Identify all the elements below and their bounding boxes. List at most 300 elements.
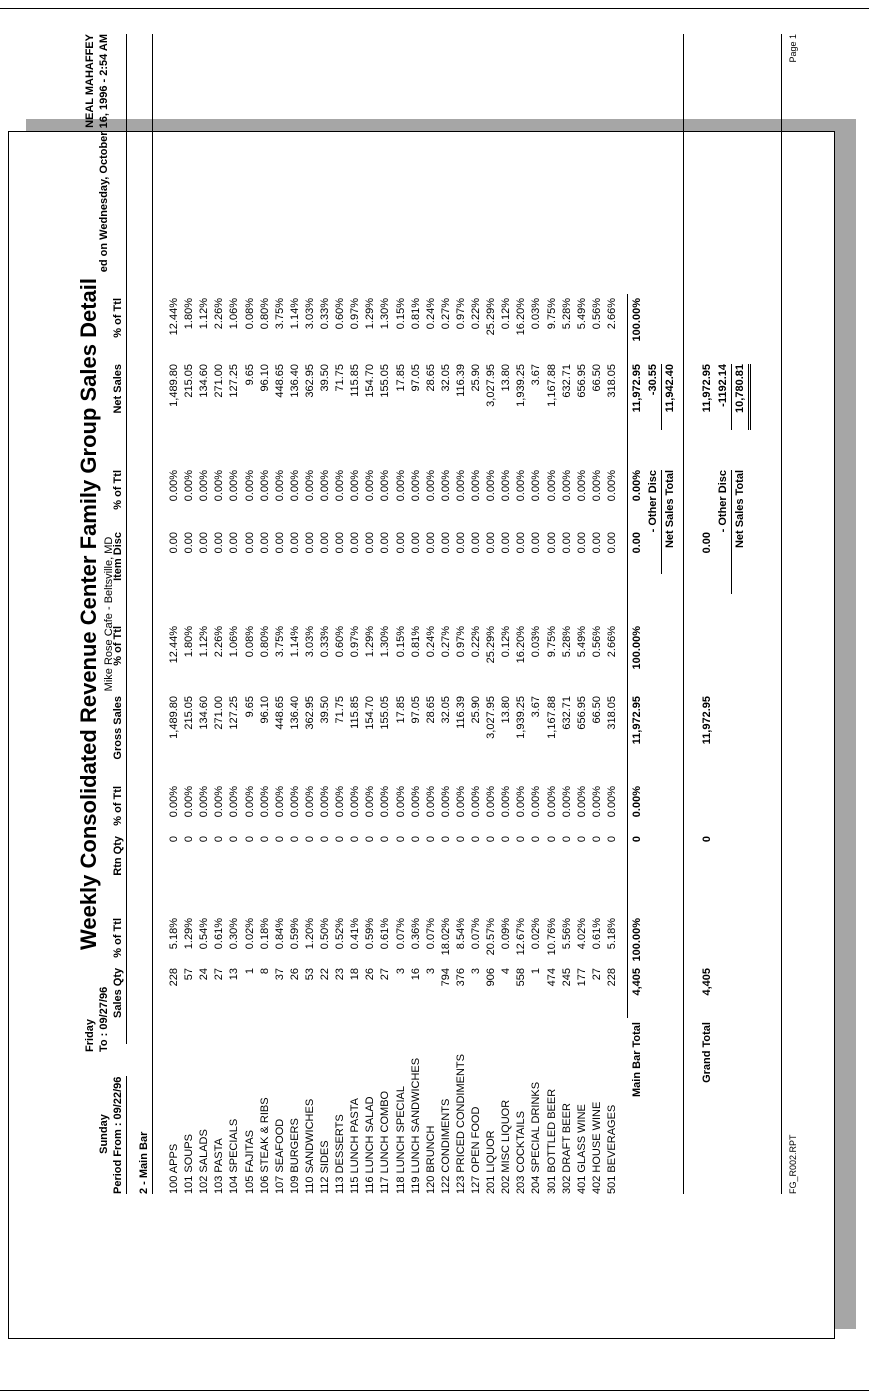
row-gross-sales: 115.85 [349,696,362,729]
row-gross-sales: 25.90 [470,696,482,724]
row-gross-pct: 0.56% [590,626,603,658]
row-net-pct: 1.30% [379,298,392,330]
row-net-sales: 656.95 [575,364,588,398]
row-sales-pct: 1.20% [303,918,316,950]
col-gross-pct: % of Ttl [112,626,124,666]
row-sales-qty: 558 [515,968,528,987]
row-sales-qty: 3 [394,968,407,975]
row-item-disc: 0.00 [288,532,301,554]
row-rtn-pct: 0.00% [319,786,331,818]
row-net-sales: 97.05 [409,364,422,392]
grand-rule [683,34,684,1194]
row-gross-sales: 17.85 [394,696,407,724]
row-sales-qty: 4 [500,968,513,975]
col-gross-sales: Gross Sales [112,696,124,760]
row-sales-qty: 27 [590,968,603,981]
grand-total-sales-qty: 4,405 [701,968,713,996]
row-gross-sales: 154.70 [364,696,377,730]
grand-total-net-sales: 11,972.95 [701,364,713,413]
row-rtn-pct: 0.00% [605,786,618,818]
grand-other-disc-label: - Other Disc [717,470,729,533]
row-gross-pct: 0.22% [470,626,482,658]
row-family-group: 107 SEAFOOD [273,1118,286,1194]
row-gross-sales: 127.25 [228,696,241,730]
row-gross-sales: 66.50 [590,696,603,724]
row-sales-qty: 57 [183,968,196,981]
header-underline [126,34,127,1044]
row-sales-pct: 0.07% [394,918,407,950]
col-sales-qty: Sales Qty [112,967,124,1018]
row-sales-qty: 37 [273,968,286,981]
row-net-pct: 0.60% [334,298,347,330]
row-rtn-qty: 0 [349,836,362,843]
row-item-disc: 0.00 [183,532,196,554]
row-rtn-qty: 0 [424,836,437,843]
row-sales-qty: 27 [379,968,392,981]
row-gross-sales: 39.50 [319,696,331,724]
row-sales-pct: 1.29% [183,918,196,950]
row-sales-pct: 0.61% [590,918,603,950]
row-gross-sales: 28.65 [424,696,437,724]
row-net-sales: 32.05 [439,364,452,392]
row-disc-pct: 0.00% [590,470,603,502]
row-disc-pct: 0.00% [545,470,558,502]
row-sales-pct: 20.57% [485,918,498,956]
row-rtn-qty: 0 [394,836,407,843]
row-item-disc: 0.00 [605,532,618,554]
row-family-group: 100 APPS [168,1143,180,1194]
row-disc-pct: 0.00% [394,470,407,502]
row-net-pct: 0.08% [243,298,256,330]
row-sales-qty: 228 [605,968,618,987]
row-gross-sales: 13.80 [500,696,513,724]
total-sales-pct: 100.00% [631,918,643,962]
row-sales-qty: 376 [454,968,467,987]
row-net-sales: 632.71 [560,364,573,398]
row-sales-pct: 18.02% [439,918,452,956]
row-net-sales: 271.00 [213,364,226,398]
row-rtn-qty: 0 [590,836,603,843]
row-disc-pct: 0.00% [288,470,301,502]
row-net-sales: 136.40 [288,364,301,398]
row-net-sales: 13.80 [500,364,513,392]
row-family-group: 117 LUNCH COMBO [379,1090,392,1194]
row-item-disc: 0.00 [424,532,437,554]
row-net-pct: 0.12% [500,298,513,330]
row-gross-sales: 71.75 [334,696,347,724]
row-item-disc: 0.00 [379,532,392,554]
row-gross-sales: 9.65 [243,696,256,718]
row-gross-sales: 1,939.25 [515,696,528,739]
col-sales-pct: % of Ttl [112,918,124,958]
row-item-disc: 0.00 [590,532,603,554]
col-rtn-pct: % of Ttl [112,786,124,826]
row-sales-pct: 0.61% [213,918,226,950]
row-net-sales: 115.85 [349,364,362,397]
row-rtn-qty: 0 [409,836,422,843]
row-net-pct: 9.75% [545,298,558,330]
row-family-group: 204 SPECIAL DRINKS [530,1081,543,1194]
grand-total-item-disc: 0.00 [701,532,713,554]
row-rtn-pct: 0.00% [590,786,603,818]
row-net-pct: 0.56% [590,298,603,330]
top-rule [0,8,869,9]
row-item-disc: 0.00 [454,532,467,554]
row-gross-pct: 0.81% [409,626,422,658]
row-net-sales: 134.60 [198,364,211,398]
row-net-sales: 116.39 [454,364,467,397]
row-net-pct: 25.29% [485,298,498,336]
row-sales-qty: 177 [575,968,588,987]
row-net-sales: 1,939.25 [515,364,528,407]
row-sales-qty: 13 [228,968,241,981]
row-rtn-pct: 0.00% [273,786,286,818]
main-net-sales-value: 11,942.40 [664,364,676,413]
row-sales-qty: 1 [530,968,543,975]
row-net-pct: 0.97% [454,298,467,330]
main-net-sales-box-top [661,470,662,574]
row-gross-sales: 318.05 [605,696,618,730]
total-gross-pct: 100.00% [631,626,643,670]
row-gross-pct: 1.12% [198,626,211,658]
row-rtn-pct: 0.00% [288,786,301,818]
row-sales-pct: 0.59% [288,918,301,950]
row-rtn-qty: 0 [379,836,392,843]
row-gross-pct: 1.80% [183,626,196,658]
row-sales-pct: 5.18% [605,918,618,950]
row-sales-pct: 5.56% [560,918,573,950]
row-family-group: 122 CONDIMENTS [439,1098,452,1194]
row-net-pct: 1.06% [228,298,241,330]
row-item-disc: 0.00 [394,532,407,554]
row-net-pct: 12.44% [168,298,180,336]
row-sales-qty: 245 [560,968,573,987]
section-title: 2 - Main Bar [138,1131,150,1194]
row-disc-pct: 0.00% [409,470,422,502]
row-net-pct: 1.80% [183,298,196,330]
grand-total-gross-sales: 11,972.95 [701,696,713,745]
row-gross-pct: 1.06% [228,626,241,658]
row-item-disc: 0.00 [545,532,558,554]
row-sales-pct: 0.07% [470,918,482,950]
row-gross-sales: 136.40 [288,696,301,730]
row-sales-qty: 16 [409,968,422,981]
row-rtn-pct: 0.00% [379,786,392,818]
row-gross-pct: 0.27% [439,626,452,658]
printed-on: ed on Wednesday, October 16, 1996 - 2:54 AM [98,34,110,273]
total-disc-pct: 0.00% [631,470,643,502]
row-rtn-pct: 0.00% [228,786,241,818]
row-gross-sales: 271.00 [213,696,226,730]
footer-rule [781,34,782,1194]
col-disc-pct: % of Ttl [112,470,124,510]
row-rtn-pct: 0.00% [470,786,482,818]
total-net-pct: 100.00% [631,298,643,342]
row-gross-sales: 116.39 [454,696,467,729]
row-rtn-qty: 0 [485,836,498,843]
row-sales-qty: 3 [424,968,437,975]
row-sales-pct: 0.59% [364,918,377,950]
grand-net-label-underline [731,470,732,594]
row-sales-pct: 0.41% [349,918,362,950]
row-rtn-qty: 0 [575,836,588,843]
row-net-pct: 2.66% [605,298,618,330]
grand-other-disc-value: -1192.14 [717,364,729,407]
row-net-pct: 2.26% [213,298,226,330]
row-disc-pct: 0.00% [243,470,256,502]
row-net-pct: 3.03% [303,298,316,330]
row-sales-pct: 0.54% [198,918,211,950]
row-sales-qty: 24 [198,968,211,981]
row-sales-pct: 0.52% [334,918,347,950]
row-disc-pct: 0.00% [228,470,241,502]
row-net-sales: 25.90 [470,364,482,392]
total-rtn-qty: 0 [631,836,643,843]
row-rtn-qty: 0 [454,836,467,843]
row-item-disc: 0.00 [213,532,226,554]
row-disc-pct: 0.00% [319,470,331,502]
row-item-disc: 0.00 [243,532,256,554]
row-gross-pct: 12.44% [168,626,180,664]
row-sales-qty: 8 [258,968,271,975]
row-sales-qty: 18 [349,968,362,981]
row-gross-sales: 656.95 [575,696,588,730]
row-net-sales: 154.70 [364,364,377,398]
row-gross-sales: 96.10 [258,696,271,724]
user-name: NEAL MAHAFFEY [84,34,96,128]
row-sales-qty: 1 [243,968,256,975]
row-rtn-pct: 0.00% [500,786,513,818]
row-gross-pct: 2.66% [605,626,618,658]
row-item-disc: 0.00 [409,532,422,554]
row-item-disc: 0.00 [530,532,543,554]
grand-net-sales-double-underline [748,364,751,430]
row-net-sales: 17.85 [394,364,407,392]
row-family-group: 104 SPECIALS [228,1118,241,1194]
row-rtn-pct: 0.00% [545,786,558,818]
row-rtn-qty: 0 [273,836,286,843]
row-gross-sales: 134.60 [198,696,211,730]
row-sales-qty: 53 [303,968,316,981]
row-family-group: 127 OPEN FOOD [470,1106,482,1194]
row-sales-qty: 3 [470,968,482,975]
row-net-sales: 362.95 [303,364,316,398]
row-net-sales: 1,489.80 [168,364,180,407]
row-sales-pct: 0.84% [273,918,286,950]
col-item-disc: Item Disc [112,532,124,581]
row-rtn-qty: 0 [545,836,558,843]
row-rtn-qty: 0 [334,836,347,843]
row-net-sales: 127.25 [228,364,241,398]
main-bar-total-label: Main Bar Total [631,1022,643,1097]
section-underline [152,34,153,1194]
row-net-sales: 318.05 [605,364,618,398]
row-item-disc: 0.00 [228,532,241,554]
row-gross-sales: 1,167.88 [545,696,558,739]
total-sales-qty: 4,405 [631,968,643,996]
row-net-sales: 9.65 [243,364,256,386]
row-sales-qty: 906 [485,968,498,987]
total-rtn-pct: 0.00% [631,786,643,818]
row-gross-pct: 16.20% [515,626,528,664]
total-underline [627,294,628,1018]
row-gross-pct: 1.29% [364,626,377,658]
row-rtn-pct: 0.00% [364,786,377,818]
grand-other-disc-underline [731,364,732,430]
row-sales-pct: 0.61% [379,918,392,950]
day-from: Sunday [98,1114,110,1154]
row-rtn-qty: 0 [288,836,301,843]
row-rtn-pct: 0.00% [303,786,316,818]
row-net-sales: 3,027.95 [485,364,498,407]
row-net-pct: 0.33% [319,298,331,330]
row-rtn-qty: 0 [364,836,377,843]
row-sales-pct: 4.02% [575,918,588,950]
row-gross-pct: 0.97% [349,626,362,658]
grand-net-sales-value: 10,780.81 [734,364,746,413]
rotated-report [76,34,816,1194]
period-from: Period From : 09/22/96 [112,1076,124,1194]
row-gross-pct: 1.14% [288,626,301,658]
row-sales-qty: 23 [334,968,347,981]
col-rtn-qty: Rtn Qty [112,836,124,876]
row-family-group: 101 SOUPS [183,1134,196,1194]
row-sales-qty: 474 [545,968,558,987]
row-gross-pct: 2.26% [213,626,226,658]
row-rtn-pct: 0.00% [575,786,588,818]
total-item-disc: 0.00 [631,532,643,554]
row-item-disc: 0.00 [439,532,452,554]
row-item-disc: 0.00 [500,532,513,554]
footer-page-number: Page 1 [788,34,798,63]
row-sales-pct: 0.02% [530,918,543,950]
row-sales-pct: 0.09% [500,918,513,950]
row-family-group: 102 SALADS [198,1129,211,1194]
row-family-group: 203 COCKTAILS [515,1111,528,1194]
row-gross-sales: 215.05 [183,696,196,730]
row-net-sales: 215.05 [183,364,196,398]
row-disc-pct: 0.00% [500,470,513,502]
row-rtn-pct: 0.00% [485,786,498,818]
row-gross-pct: 0.60% [334,626,347,658]
row-net-pct: 5.49% [575,298,588,330]
row-net-pct: 1.12% [198,298,211,330]
row-family-group: 105 FAJITAS [243,1130,256,1194]
row-sales-pct: 0.02% [243,918,256,950]
row-gross-pct: 0.08% [243,626,256,658]
row-gross-sales: 1,489.80 [168,696,180,739]
row-net-pct: 0.97% [349,298,362,330]
row-family-group: 402 HOUSE WINE [590,1101,603,1194]
grand-total-rtn-qty: 0 [701,836,713,843]
row-disc-pct: 0.00% [560,470,573,502]
row-gross-pct: 9.75% [545,626,558,658]
row-rtn-qty: 0 [213,836,226,843]
row-gross-pct: 0.03% [530,626,543,658]
row-rtn-pct: 0.00% [213,786,226,818]
row-rtn-pct: 0.00% [394,786,407,818]
row-family-group: 302 DRAFT BEER [560,1103,573,1194]
row-disc-pct: 0.00% [454,470,467,502]
row-rtn-qty: 0 [605,836,618,843]
row-rtn-qty: 0 [515,836,528,843]
row-family-group: 109 BURGERS [288,1118,301,1194]
row-net-pct: 1.14% [288,298,301,330]
grand-net-sales-label: Net Sales Total [734,470,746,549]
period-underline [126,1076,127,1194]
row-item-disc: 0.00 [470,532,482,554]
main-other-disc-underline [661,364,662,430]
row-gross-pct: 25.29% [485,626,498,664]
row-rtn-pct: 0.00% [258,786,271,818]
row-disc-pct: 0.00% [168,470,180,502]
row-rtn-pct: 0.00% [515,786,528,818]
day-to: Friday [84,1018,96,1052]
row-disc-pct: 0.00% [470,470,482,502]
row-disc-pct: 0.00% [349,470,362,502]
main-other-disc-label: - Other Disc [647,470,659,533]
total-gross-sales: 11,972.95 [631,696,643,745]
row-gross-pct: 0.80% [258,626,271,658]
row-rtn-pct: 0.00% [560,786,573,818]
row-net-pct: 3.75% [273,298,286,330]
row-sales-pct: 12.67% [515,918,528,956]
row-disc-pct: 0.00% [258,470,271,502]
row-gross-pct: 0.12% [500,626,513,658]
row-net-pct: 0.15% [394,298,407,330]
row-net-pct: 0.80% [258,298,271,330]
footer-report-name: FG_R002.RPT [788,1134,798,1194]
row-gross-pct: 0.24% [424,626,437,658]
row-rtn-qty: 0 [198,836,211,843]
row-family-group: 120 BRUNCH [424,1125,437,1194]
row-item-disc: 0.00 [168,532,180,554]
row-net-pct: 1.29% [364,298,377,330]
row-rtn-pct: 0.00% [439,786,452,818]
row-rtn-qty: 0 [500,836,513,843]
row-rtn-qty: 0 [168,836,180,843]
report-title: Weekly Consolidated Revenue Center Family Group Sales Detail [76,277,101,951]
row-family-group: 112 SIDES [319,1140,331,1194]
row-sales-pct: 8.54% [454,918,467,950]
row-disc-pct: 0.00% [273,470,286,502]
row-net-sales: 448.65 [273,364,286,398]
row-net-pct: 16.20% [515,298,528,336]
row-disc-pct: 0.00% [530,470,543,502]
row-gross-sales: 632.71 [560,696,573,730]
row-disc-pct: 0.00% [605,470,618,502]
row-item-disc: 0.00 [364,532,377,554]
row-sales-pct: 0.50% [319,918,331,950]
main-net-sales-label: Net Sales Total [664,470,676,549]
row-disc-pct: 0.00% [213,470,226,502]
row-net-sales: 96.10 [258,364,271,392]
row-item-disc: 0.00 [485,532,498,554]
row-family-group: 110 SANDWICHES [303,1098,316,1194]
row-disc-pct: 0.00% [439,470,452,502]
row-rtn-pct: 0.00% [168,786,180,818]
row-rtn-pct: 0.00% [243,786,256,818]
col-net-pct: % of Ttl [112,298,124,338]
col-net-sales: Net Sales [112,364,124,414]
row-rtn-qty: 0 [319,836,331,843]
row-rtn-pct: 0.00% [183,786,196,818]
report-subtitle: Mike Rose Cafe - Beltsville, MD [103,536,115,692]
row-family-group: 118 LUNCH SPECIAL [394,1085,407,1194]
row-gross-sales: 3.67 [530,696,543,718]
row-net-sales: 66.50 [590,364,603,392]
row-family-group: 202 MISC LIQUOR [500,1099,513,1194]
